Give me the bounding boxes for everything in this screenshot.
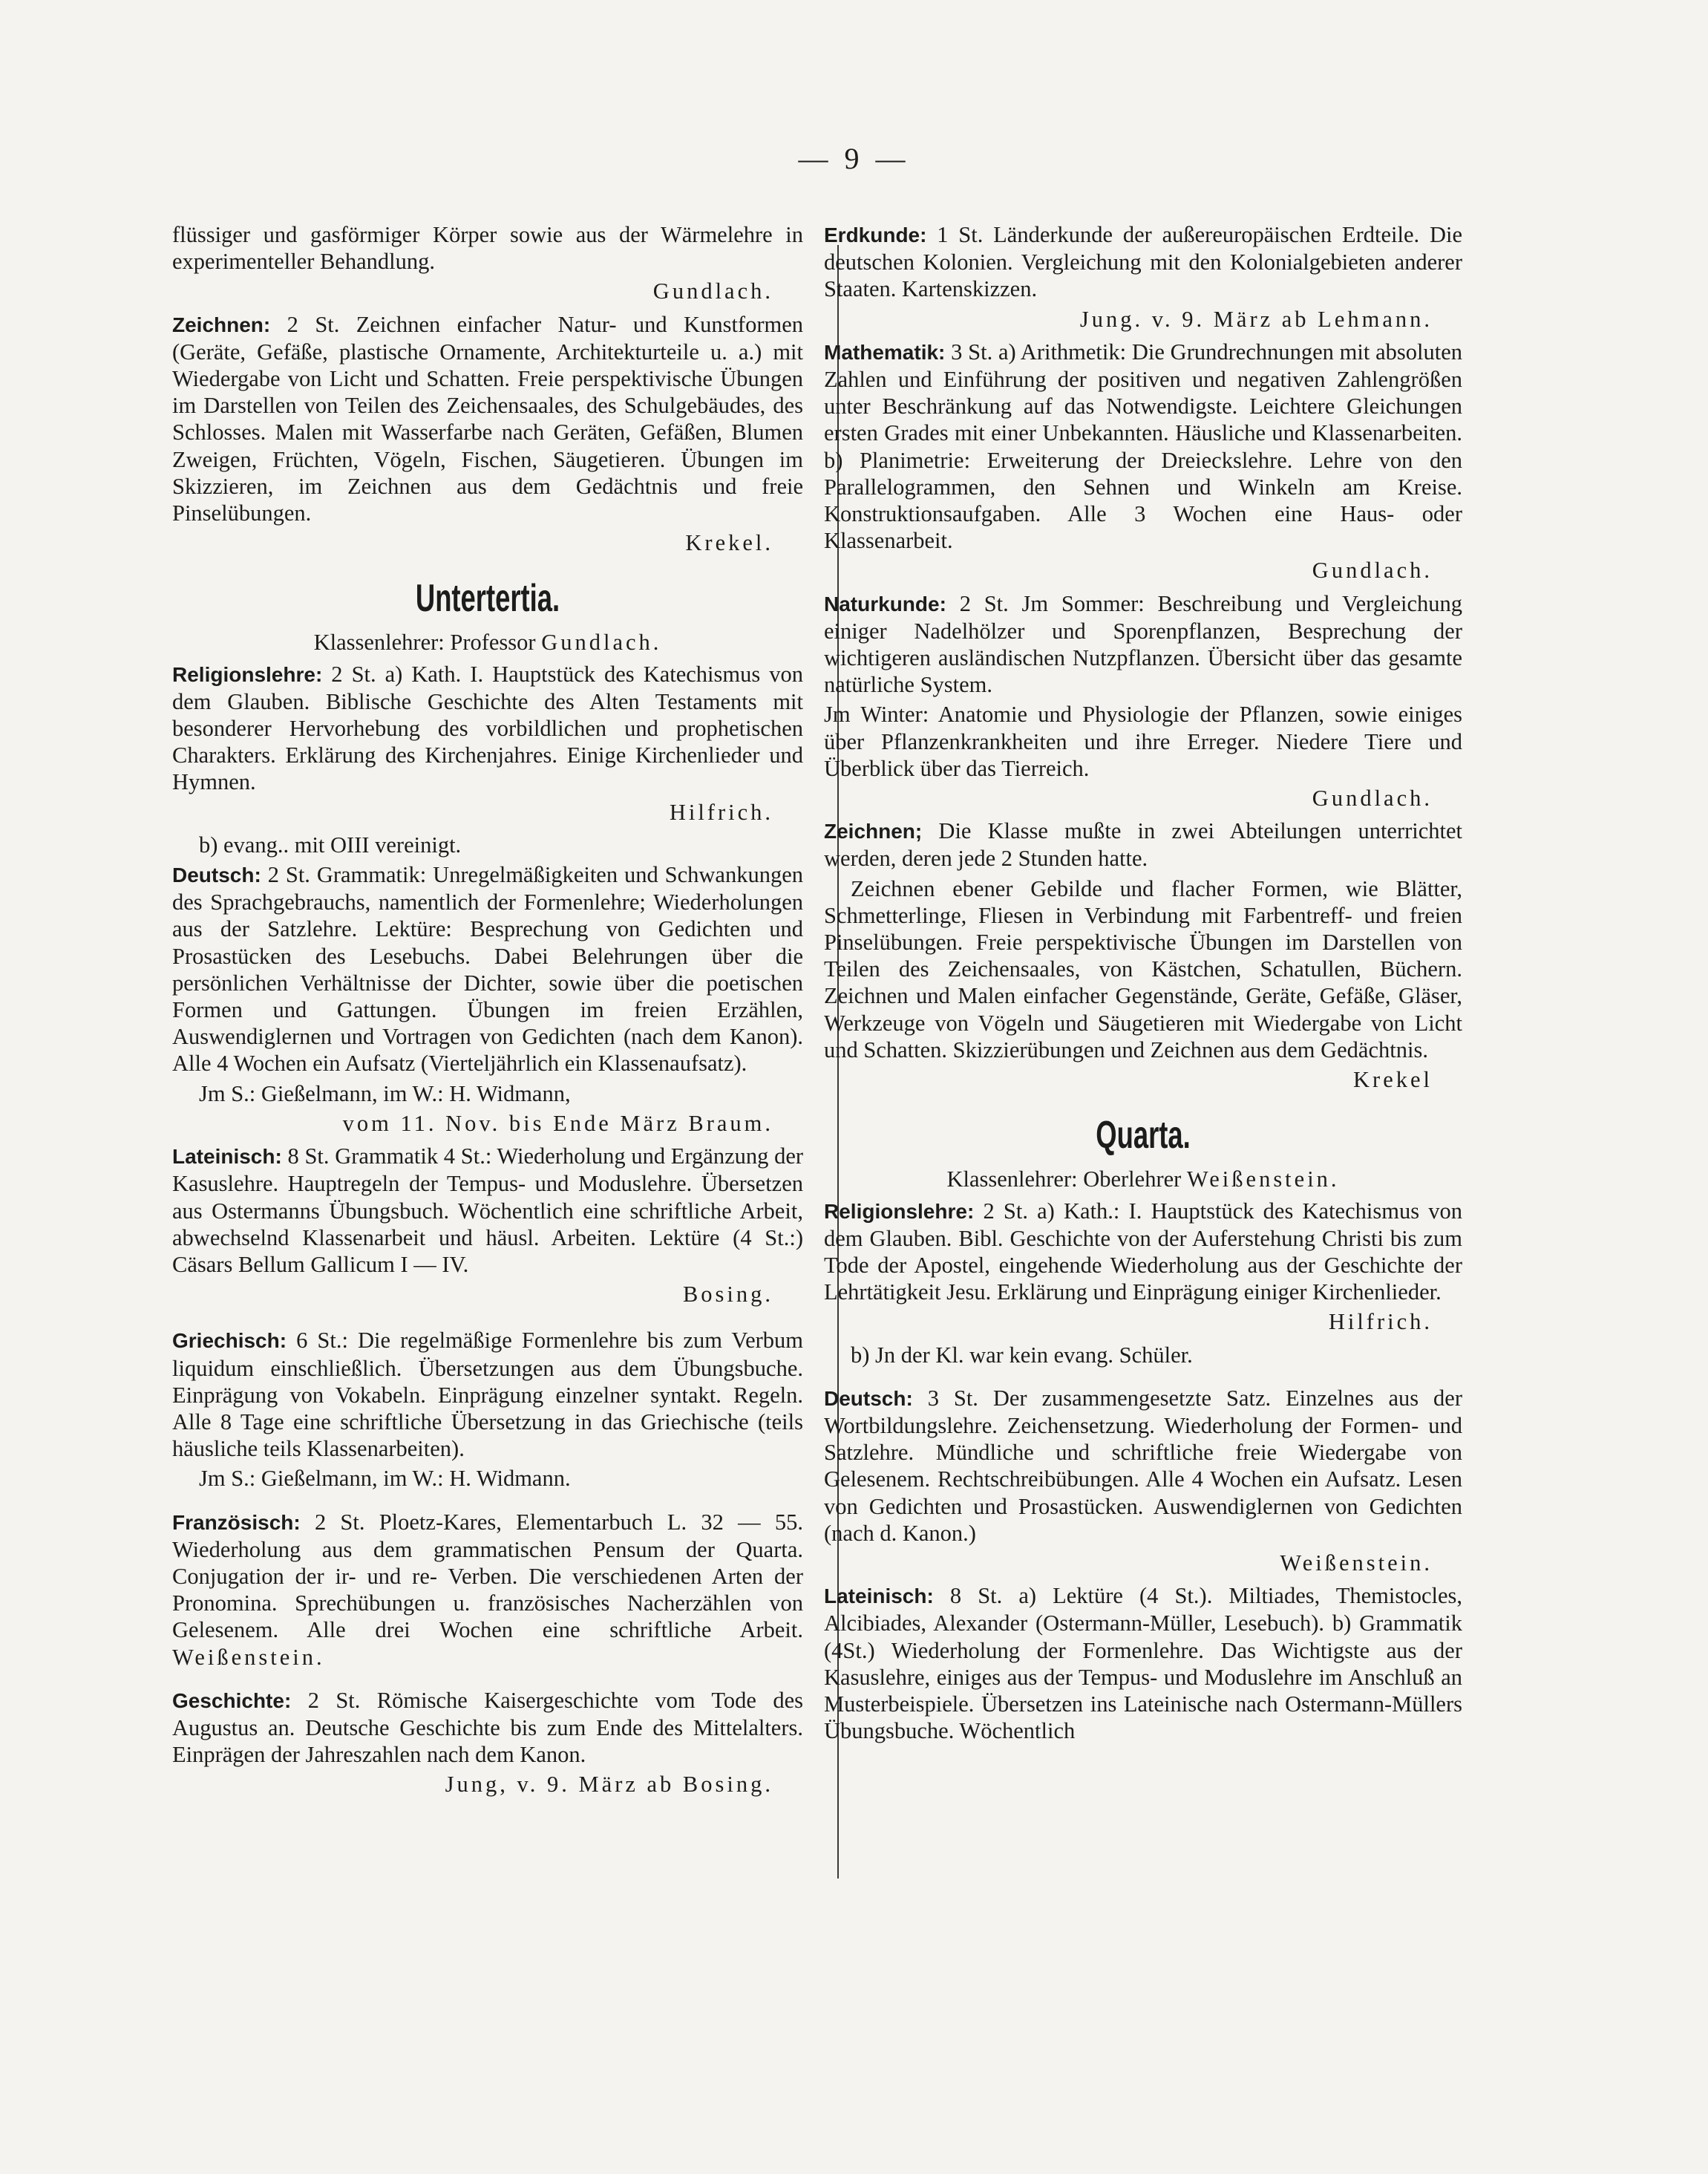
subject-label: Griechisch: [172,1329,287,1353]
signature: Bosing. [682,1282,773,1308]
section-lateinisch [172,1143,803,1278]
page-number: — 9 — [798,142,910,175]
signature: Gundlach. [652,278,773,304]
subject-label: Lateinisch: [824,1584,934,1608]
subject-text: 2 St. Grammatik: Unregelmäßigkeiten und Schwankungen des Sprachgebrauchs, namentlich der Formenlehre; Wiederholungen aus der Satzlehre. Lektüre: Besprechung von Gedichten und Prosastücken des Lesebuchs. Dabei Belehrungen über die persönlichen Verhältnisse der Dichter, sowie über die poetischen Formen und Gattungen. Übungen im freien Erzählen, Auswendiglernen und Vortragen von Gedichten (nach dem Kanon). Alle 4 Wochen ein Aufsatz (Vierteljährlich ein Klassenaufsatz). [172,862,803,1077]
left-column [172,221,803,1804]
class-teacher [824,1166,1462,1192]
section-mathematik [824,339,1462,555]
signature: Weißenstein. [172,1644,325,1670]
subject-text: 6 St.: Die regelmäßige Formenlehre bis zum Verbum liquidum einschließlich. Übersetzungen aus dem Übungsbuche. Einprägung von Vokabeln. Einprägung einzelner syntakt. Regeln. Alle 8 Tage eine schriftliche Übersetzung in das Griechische (teils häusliche teils Klassenarbeiten). [172,1328,803,1462]
subject-label: Deutsch: [824,1386,913,1410]
subject-text: 8 St. Grammatik 4 St.: Wiederholung und Ergänzung der Kasuslehre. Hauptregeln der Tempus- und Moduslehre. Übersetzen aus Ostermanns Übungsbuch. Wöchentlich eine schriftliche Arbeit, abwechselnd Klassenarbeit und häusl. Arbeiten. Lektüre (4 St.:) Cäsars Bellum Gallicum I — IV. [172,1143,804,1277]
heading-untertertia: Untertertia. [415,577,560,621]
teacher-label: Klassenlehrer: Professor [313,630,536,656]
section-religionslehre [172,661,803,796]
signature: Krekel. [685,530,773,556]
zeichnen-details: Zeichnen ebener Gebilde und flacher Formen, wie Blätter, Schmetterlinge, Fliesen in Verbindung mit Farbentreff- und freien Pinselübungen. Freie perspektivische Übungen im Darstellen von Teilen des Zeichensaales, von Kästchen, Schatullen, Büchern. Zeichnen und Malen einfacher Gegenstände, Geräte, Gefäße, Gläser, Werkzeuge von Vögeln und Säugetieren mit Wiedergabe von Licht und Schatten. Skizzierübungen und Zeichnen aus dem Gedächtnis. [824,875,1462,1062]
section-naturkunde [824,590,1462,699]
section-geschichte [172,1687,803,1769]
subject-text: 3 St. a) Arithmetik: Die Grundrechnungen mit absoluten Zahlen und Einführung der positiven und negativen Zahlengrößen unter Beschränkung auf das Notwendigste. Leichtere Gleichungen ersten Grades mit einer Unbekannten. Häusliche und Klassenarbeiten. b) Planimetrie: Erweiterung der Dreieckslehre. Lehre von den Parallelogrammen, den Sehnen und Winkeln am Kreise. Konstruktionsaufgaben. Alle 3 Wochen eine Haus- oder Klassenarbeit. [824,339,1462,554]
signature: Gundlach. [1312,786,1433,812]
signature: Weißenstein. [1280,1550,1433,1576]
paragraph-physik-end: flüssiger und gasförmiger Körper sowie aus der Wärmelehre in experimenteller Behandlung. [172,222,803,275]
signature: Hilfrich. [1328,1309,1433,1335]
subject-label: Naturkunde: [824,592,946,616]
right-column [824,221,1462,1747]
signature: Jm S.: Gießelmann, im W.: H. Widmann, [199,1080,571,1106]
signature: vom 11. Nov. bis Ende März Braum. [342,1110,773,1136]
section-deutsch [824,1385,1462,1547]
naturkunde-winter: Jm Winter: Anatomie und Physiologie der Pflanzen, sowie einiges über Pflanzenkrankheiten und ihre Erreger. Niedere Tiere und Überblick über das Tierreich. [824,702,1462,781]
signature: Hilfrich. [669,799,773,825]
class-teacher [172,629,803,656]
religion-note: b) evang.. mit OIII vereinigt. [199,832,462,858]
teacher-name: Gundlach. [541,630,662,656]
section-franzoesisch [172,1509,803,1671]
subject-text: 2 St. Ploetz-Kares, Elementarbuch L. 32 — 55. Wiederholung aus dem grammatischen Pensum der Quarta. Conjugation der ir- und re- Verben. Die verschiedenen Arten der Pronomina. Sprechübungen u. französisches Nacherzählen von Gelesenem. Alle drei Wochen eine schriftliche Arbeit. [172,1509,803,1643]
signature: Jung, v. 9. März ab Bosing. [445,1772,773,1798]
religion-note: b) Jn der Kl. war kein evang. Schüler. [851,1342,1193,1368]
signature: Jung. v. 9. März ab Lehmann. [1079,306,1433,332]
subject-text: 3 St. Der zusammengesetzte Satz. Einzelnes aus der Wortbildungslehre. Zeichensetzung. Wiederholung der Formen- und Satzlehre. Mündliche und schriftliche freie Wiedergabe von Gelesenem. Rechtschreibübungen. Alle 4 Wochen ein Aufsatz. Lesen von Gedichten und Prosastücken. Auswendiglernen von Gedichten (nach d. Kanon.) [824,1385,1462,1546]
subject-label: Zeichnen; [824,820,923,843]
subject-label: Lateinisch: [172,1145,282,1169]
signature: Gundlach. [1312,558,1433,584]
subject-label: Deutsch: [172,864,261,887]
subject-text: Die Klasse mußte in zwei Abteilungen unterrichtet werden, deren jede 2 Stunden hatte. [824,818,1463,872]
subject-label: Geschichte: [172,1688,292,1712]
subject-label: Religionslehre: [824,1199,975,1223]
subject-text: 2 St. Zeichnen einfacher Natur- und Kunstformen (Geräte, Gefäße, plastische Ornamente, Architekturteile u. a.) mit Wiedergabe von Licht und Schatten. Freie perspektivische Übungen im Darstellen von Teilen des Zeichensaales, des Schulgebäudes, des Schlosses. Malen mit Wasserfarbe nach Geräten, Gefäßen, Blumen Zweigen, Früchten, Vögeln, Fischen, Säugetieren. Übungen im Skizzieren, im Zeichnen aus dem Gedächtnis und freie Pinselübungen. [172,311,804,526]
section-erdkunde [824,221,1462,303]
subject-label: Religionslehre: [172,662,323,686]
section-zeichnen [824,817,1462,872]
subject-text: 2 St. Römische Kaisergeschichte vom Tode des Augustus an. Deutsche Geschichte bis zum Ende des Mittelalters. Einprägen der Jahreszahlen nach dem Kanon. [172,1687,804,1768]
subject-label: Mathematik: [824,340,946,364]
subject-text: 2 St. a) Kath. I. Hauptstück des Katechismus von dem Glauben. Biblische Geschichte des Alten Testaments mit besonderer Hervorhebung des vorbildlichen und prophetischen Charakters. Erklärung des Kirchenjahres. Einige Kirchenlieder und Hymnen. [172,661,804,795]
subject-label: Zeichnen: [172,313,271,336]
subject-text: 8 St. a) Lektüre (4 St.). Miltiades, Themistocles, Alcibiades, Alexander (Ostermann-Müller, Lesebuch). b) Grammatik (4St.) Wiederholung der Formenlehre. Das Wichtigste aus der Kasuslehre, einiges aus der Tempus- und Moduslehre im Anschluß an Musterbeispiele. Übersetzen ins Lateinische nach Ostermann-Müllers Übungsbuche. Wöchentlich [824,1583,1462,1744]
section-deutsch [172,861,803,1077]
teacher-name: Weißenstein. [1186,1166,1340,1192]
signature: Jm S.: Gießelmann, im W.: H. Widmann. [199,1466,571,1492]
subject-label: Französisch: [172,1510,301,1534]
section-zeichnen [172,311,803,527]
heading-quarta: Quarta. [1096,1114,1191,1158]
signature: Krekel [1353,1067,1433,1093]
section-religionslehre [824,1198,1462,1306]
section-griechisch [172,1327,803,1462]
teacher-label: Klassenlehrer: Oberlehrer [946,1166,1182,1192]
section-lateinisch [824,1582,1462,1744]
subject-text: 2 St. Jm Sommer: Beschreibung und Vergleichung einiger Nadelhölzer und Sporenpflanzen, Besprechung der wichtigeren ausländischen Nutzpflanzen. Übersicht über das gesamte natürliche System. [824,590,1463,698]
subject-text: 2 St. a) Kath.: I. Hauptstück des Katechismus von dem Glauben. Bibl. Geschichte von der Auferstehung Christi bis zum Tode der Apostel, eingehende Wiederholung aus der Geschichte der Lehrtätigkeit Jesu. Erklärung und Einprägung einiger Kirchenlieder. [824,1198,1462,1305]
subject-text: 1 St. Länderkunde der außereuropäischen Erdteile. Die deutschen Kolonien. Vergleichung mit den Kolonialgebieten anderer Staaten. Kartenskizzen. [824,222,1463,302]
subject-label: Erdkunde: [824,223,927,247]
